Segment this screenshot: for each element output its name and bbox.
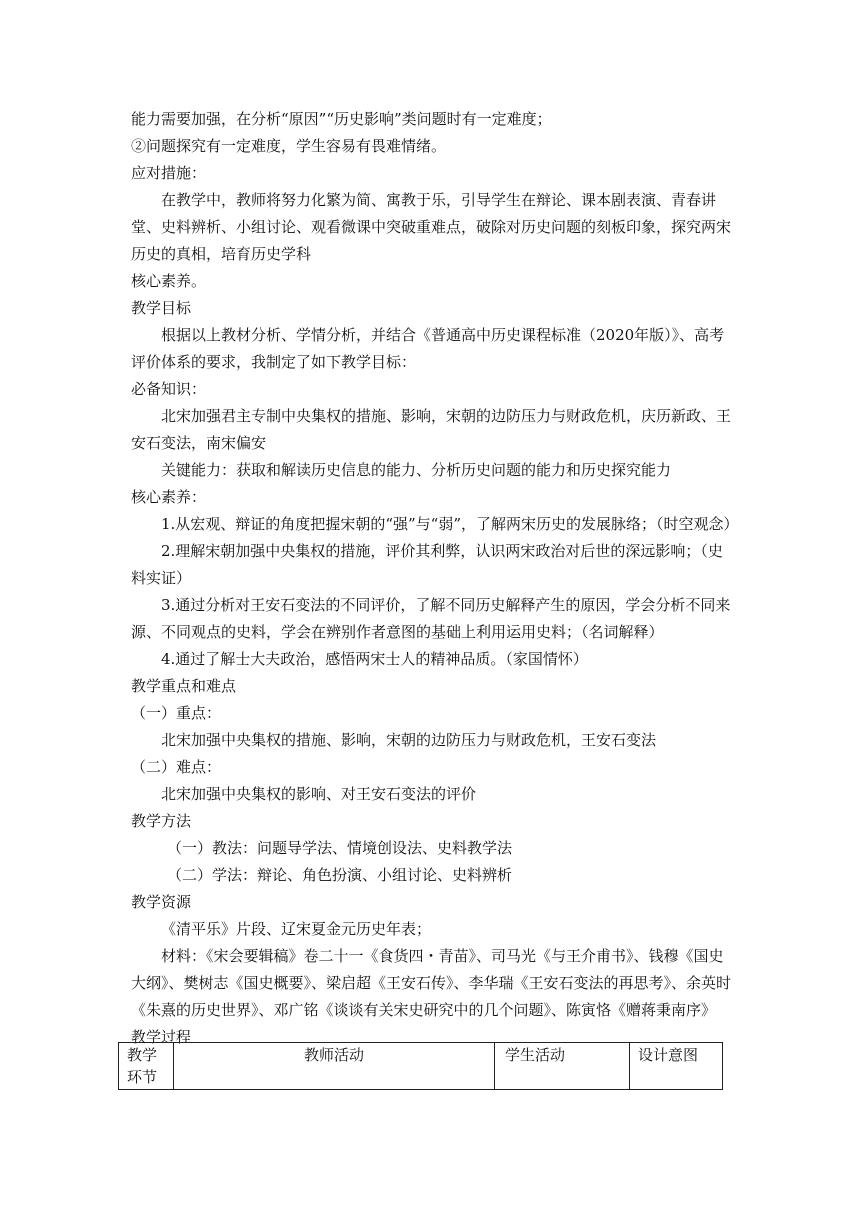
- list-item: （二）学法：辩论、角色扮演、小组讨论、史料辨析: [167, 866, 513, 884]
- paragraph: 材料：《宋会要辑稿》卷二十一《食货四・青苗》、司马光《与王介甫书》、钱穆《国史大纲》、樊树志《国史概要》、梁启超《王安石传》、李华瑞《王安石变法的再思考》、余英时《朱熹的历史世界》、邓广铭《谈谈有关宋史研究中的几个问题》、陈寅恪《赠蒋秉南序》: [131, 947, 732, 1019]
- list-item: 1.从宏观、辩证的角度把握宋朝的“强”与“弱”，了解两宋历史的发展脉络；（时空观念）: [161, 515, 739, 533]
- section-heading: 必备知识：: [131, 380, 207, 398]
- section-heading: 教学资源: [131, 893, 192, 911]
- header-cell-student-activity: 学生活动: [495, 1043, 630, 1090]
- document-body: [131, 106, 739, 1051]
- list-item: 3.通过分析对王安石变法的不同评价，了解不同历史解释产生的原因，学会分析不同来源、不同观点的史料，学会在辨别作者意图的基础上利用运用史料；（名词解释）: [131, 596, 731, 641]
- table-header-row: [119, 1043, 723, 1090]
- list-item: 2.理解宋朝加强中央集权的措施，评价其利弊，认识两宋政治对后世的深远影响；（史料实证）: [131, 542, 723, 587]
- subsection-heading: （二）难点：: [131, 758, 222, 776]
- section-heading: 教学方法: [131, 812, 192, 830]
- paragraph: ②问题探究有一定难度，学生容易有畏难情绪。: [131, 137, 447, 155]
- paragraph: 北宋加强君主专制中央集权的措施、影响，宋朝的边防压力与财政危机，庆历新政、王安石变法，南宋偏安: [131, 407, 732, 452]
- paragraph: 关键能力：获取和解读历史信息的能力、分析历史问题的能力和历史探究能力: [161, 461, 672, 479]
- section-heading: 核心素养：: [131, 488, 207, 506]
- list-item: 4.通过了解士大夫政治，感悟两宋士人的精神品质。（家国情怀）: [161, 650, 588, 668]
- section-heading: 应对措施：: [131, 164, 207, 182]
- paragraph: 根据以上教材分析、学情分析，并结合《普通高中历史课程标准（2020年版）》、高考评价体系的要求，我制定了如下教学目标：: [131, 326, 725, 371]
- header-cell-teacher-activity: 教师活动: [174, 1043, 495, 1090]
- header-cell-design-intent: 设计意图: [630, 1043, 723, 1090]
- subsection-heading: （一）重点：: [131, 704, 222, 722]
- header-cell-stage: 教学环节: [119, 1043, 174, 1090]
- paragraph: 《清平乐》片段、辽宋夏金元历史年表；: [161, 920, 432, 938]
- teaching-process-table: [118, 1042, 723, 1090]
- section-heading: 教学目标: [131, 299, 192, 317]
- section-heading: 教学重点和难点: [131, 677, 237, 695]
- paragraph: 能力需要加强，在分析“原因”“历史影响”类问题时有一定难度；: [131, 110, 552, 128]
- section-heading: 教学过程: [131, 1028, 192, 1046]
- list-item: （一）教法：问题导学法、情境创设法、史料教学法: [167, 839, 513, 857]
- paragraph: 核心素养。: [131, 272, 207, 290]
- paragraph: 北宋加强中央集权的措施、影响，宋朝的边防压力与财政危机，王安石变法: [161, 731, 657, 749]
- paragraph: 在教学中，教师将努力化繁为简、寓教于乐，引导学生在辩论、课本剧表演、青春讲堂、史料辨析、小组讨论、观看微课中突破重难点，破除对历史问题的刻板印象，探究两宋历史的真相，培育历史学科: [131, 191, 732, 263]
- paragraph: 北宋加强中央集权的影响、对王安石变法的评价: [161, 785, 477, 803]
